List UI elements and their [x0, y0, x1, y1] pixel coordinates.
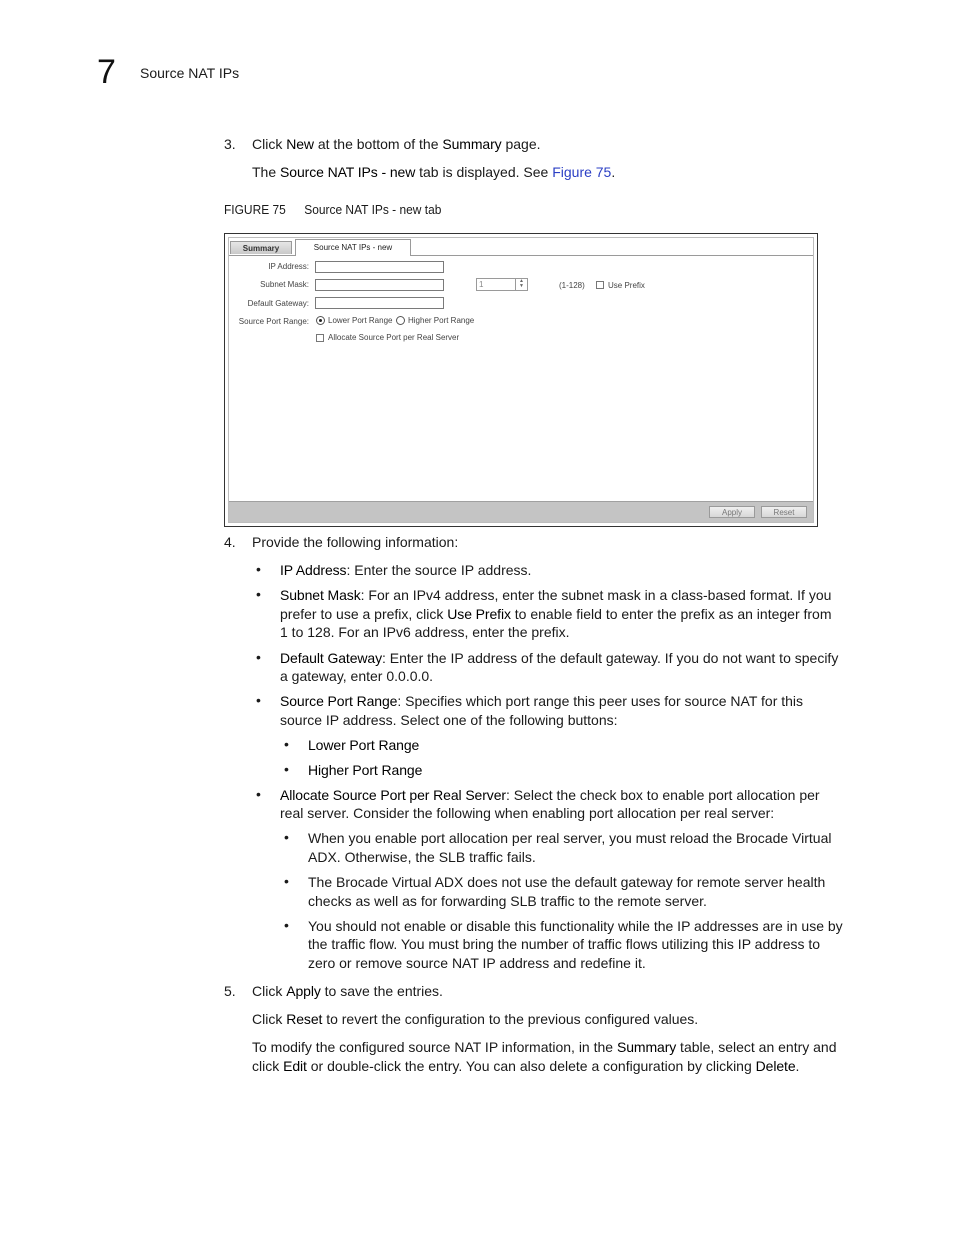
subnet-mask-item: Subnet Mask: For an IPv4 address, enter the subnet mask in a class-based format. If you: [280, 587, 832, 603]
chapter-title: Source NAT IPs: [140, 65, 240, 81]
chapter-number: 7: [97, 53, 116, 91]
apply-button[interactable]: Apply: [709, 506, 755, 518]
ip-address-input[interactable]: [315, 261, 444, 273]
higher-port-range-option: Higher Port Range: [308, 762, 423, 778]
lower-port-range-radio[interactable]: [316, 316, 325, 325]
note-2-line2: checks as well as for forwarding SLB traffic to the remote server.: [308, 893, 707, 909]
stepper-arrows[interactable]: [515, 279, 527, 290]
subnet-mask-input[interactable]: [315, 279, 444, 291]
higher-port-range-radio[interactable]: [396, 316, 405, 325]
step-number: 3.: [224, 136, 236, 152]
subnet-mask-item-line3: 1 to 128. For an IPv6 address, enter the prefix.: [280, 624, 570, 640]
note-2-line1: The Brocade Virtual ADX does not use the default gateway for remote server health: [308, 874, 826, 890]
default-gateway-label: Default Gateway:: [247, 299, 309, 308]
default-gateway-item-line2: a gateway, enter 0.0.0.0.: [280, 668, 434, 684]
note-3-line1: You should not enable or disable this functionality while the IP addresses are in use by: [308, 918, 843, 934]
note-1-line1: When you enable port allocation per real server, you must reload the Brocade Virtual: [308, 830, 832, 846]
use-prefix-checkbox[interactable]: [596, 281, 604, 289]
allocate-label: Allocate Source Port per Real Server: [328, 333, 460, 342]
use-prefix-label: Use Prefix: [608, 281, 645, 290]
allocate-checkbox[interactable]: [316, 334, 324, 342]
bullet-dot: •: [256, 586, 261, 602]
tab-bar: [229, 238, 813, 256]
default-gateway-input[interactable]: [315, 297, 444, 309]
lower-port-range-label: Lower Port Range: [328, 316, 393, 325]
step3-text: Click New at the bottom of the Summary page.: [252, 136, 541, 152]
ip-address-label: IP Address:: [268, 262, 309, 271]
bullet-dot: •: [284, 873, 289, 889]
source-port-range-item-line2: source IP address. Select one of the following buttons:: [280, 712, 618, 728]
step3-result: The Source NAT IPs - new tab is displayed. See Figure 75.: [252, 164, 616, 180]
step-number: 5.: [224, 983, 236, 999]
figure-screenshot: [224, 233, 818, 527]
subnet-mask-label: Subnet Mask:: [260, 280, 309, 289]
step5-reset: Click Reset to revert the configuration to the previous configured values.: [252, 1011, 699, 1027]
source-port-range-label: Source Port Range:: [238, 317, 309, 326]
figure-link[interactable]: Figure 75: [552, 164, 612, 180]
bullet-dot: •: [256, 649, 261, 665]
step5-modify-line2: click Edit or double-click the entry. You can also delete a configuration by clicking Delete.: [252, 1058, 800, 1074]
default-gateway-item: Default Gateway: Enter the IP address of the default gateway. If you do not want to specify: [280, 650, 839, 666]
bullet-dot: •: [284, 761, 289, 777]
tab-source-nat-new[interactable]: Source NAT IPs - new: [295, 239, 411, 256]
ip-address-item: IP Address: Enter the source IP address.: [280, 562, 532, 578]
button-bar: [229, 501, 813, 522]
step-number: 4.: [224, 534, 236, 550]
step5-modify-line1: To modify the configured source NAT IP information, in the Summary table, select an entry and: [252, 1039, 837, 1055]
source-port-range-item: Source Port Range: Specifies which port range this peer uses for source NAT for this: [280, 693, 804, 709]
bullet-dot: •: [284, 736, 289, 752]
up-arrow-icon: ▲: [519, 278, 524, 284]
bullet-dot: •: [284, 829, 289, 845]
step5-apply: Click Apply to save the entries.: [252, 983, 443, 999]
figure-caption: FIGURE 75 Source NAT IPs - new tab: [224, 202, 442, 217]
allocate-item: Allocate Source Port per Real Server: Select the check box to enable port allocation per: [280, 787, 820, 803]
tab-summary[interactable]: Summary: [230, 241, 292, 254]
note-3-line3: zero or remove source NAT IP address and redefine it.: [308, 955, 646, 971]
down-arrow-icon: ▼: [519, 283, 524, 289]
prefix-range: (1-128): [559, 281, 585, 290]
reset-button[interactable]: Reset: [761, 506, 807, 518]
prefix-stepper[interactable]: 1 ▲ ▼: [476, 278, 528, 291]
allocate-item-line2: real server. Consider the following when enabling port allocation per real server:: [280, 805, 775, 821]
bullet-dot: •: [256, 692, 261, 708]
bullet-dot: •: [284, 917, 289, 933]
note-3-line2: the traffic flow. You must bring the number of traffic flows utilizing this IP address to: [308, 936, 821, 952]
bullet-dot: •: [256, 561, 261, 577]
bullet-dot: •: [256, 786, 261, 802]
note-1-line2: ADX. Otherwise, the SLB traffic fails.: [308, 849, 536, 865]
higher-port-range-label: Higher Port Range: [408, 316, 475, 325]
step4-intro: Provide the following information:: [252, 534, 459, 550]
lower-port-range-option: Lower Port Range: [308, 737, 420, 753]
subnet-mask-item-line2: prefer to use a prefix, click Use Prefix to enable field to enter the prefix as an integer from: [280, 606, 832, 622]
